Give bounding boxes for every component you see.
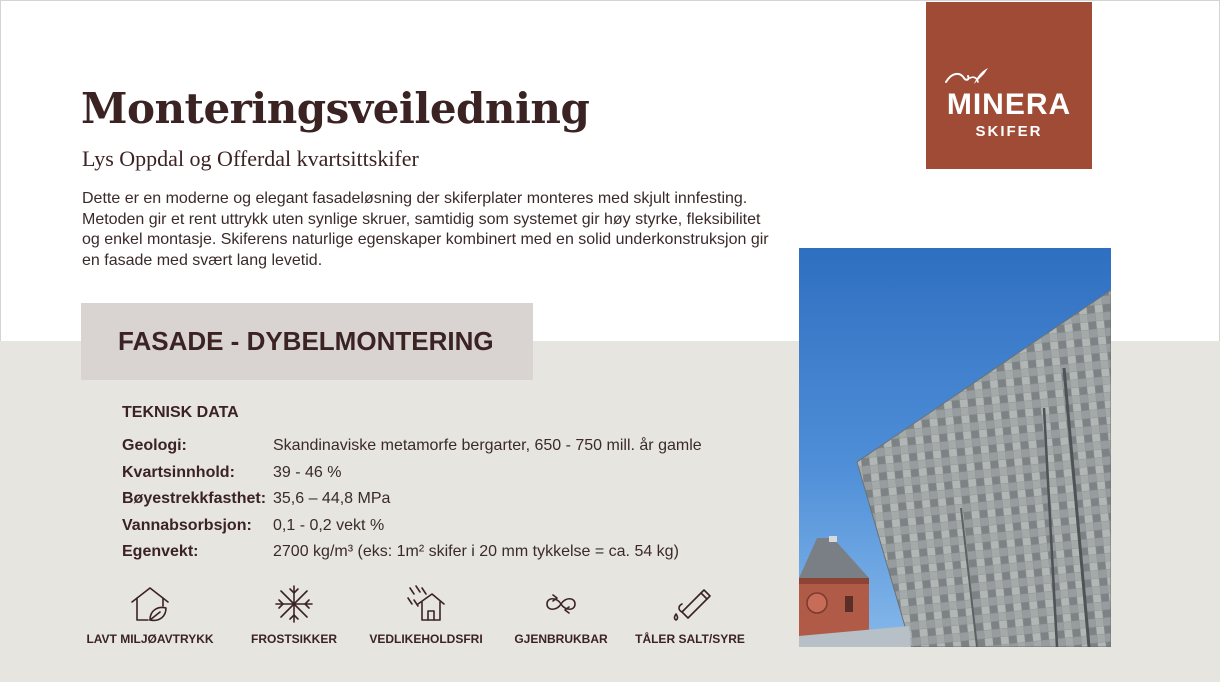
section-title: FASADE - DYBELMONTERING: [118, 326, 494, 356]
feature-salt-acid-resistant: [615, 584, 765, 646]
house-leaf-icon: [128, 584, 172, 624]
feature-label: GJENBRUKBAR: [514, 632, 608, 646]
feature-label: LAVT MILJØAVTRYKK: [86, 632, 214, 646]
feature-label: FROSTSIKKER: [250, 632, 337, 646]
spec-value: 2700 kg/m³ (eks: 1m² skifer i 20 mm tykkelse = ca. 54 kg): [273, 543, 679, 560]
logo-subtitle: SKIFER: [975, 123, 1043, 140]
facade-image: [799, 248, 1111, 647]
salt-shaker-icon: [668, 584, 712, 624]
spec-value: 0,1 - 0,2 vekt %: [273, 517, 385, 534]
page-subtitle: Lys Oppdal og Offerdal kvartsittskifer: [82, 146, 419, 171]
feature-low-footprint: [75, 584, 225, 646]
spec-label: Vannabsorbsjon:: [122, 517, 252, 534]
intro-paragraph: Dette er en moderne og elegant fasadeløsning der skiferplater monteres med skjult innfesting. Metoden gir et rent uttrykk uten synlige skruer, samtidig som systemet gir høy styrke, fleksibilitet og enkel montasje. Skiferens naturlige egenskaper kombinert med en solid underkonstruksjon gir en fasade med svært lang levetid.: [82, 190, 769, 269]
spec-label: Bøyestrekkfasthet:: [122, 490, 267, 507]
recycle-icon: [539, 584, 583, 624]
section-header: [81, 303, 533, 380]
building-facade-photo: [799, 248, 1111, 647]
feature-label: TÅLER SALT/SYRE: [635, 632, 745, 646]
feature-reusable: [486, 584, 636, 646]
spec-label: Geologi:: [122, 437, 187, 454]
logo-ornament-icon: [944, 64, 1074, 88]
snowflake-icon: [272, 584, 316, 624]
spec-label: Egenvekt:: [122, 543, 199, 560]
spec-value: 39 - 46 %: [273, 464, 342, 481]
feature-frost-resistant: [219, 584, 369, 646]
minera-logo: [926, 2, 1092, 169]
house-rain-icon: [404, 584, 448, 624]
technical-data-heading: TEKNISK DATA: [122, 404, 239, 421]
spec-value: 35,6 – 44,8 MPa: [273, 490, 391, 507]
feature-label: VEDLIKEHOLDSFRI: [369, 632, 483, 646]
page-title: Monteringsveiledning: [81, 84, 590, 133]
feature-maintenance-free: [351, 584, 501, 646]
logo-wordmark: MINERA: [946, 88, 1072, 121]
spec-value: Skandinaviske metamorfe bergarter, 650 - 750 mill. år gamle: [273, 437, 702, 454]
spec-label: Kvartsinnhold:: [122, 464, 235, 481]
